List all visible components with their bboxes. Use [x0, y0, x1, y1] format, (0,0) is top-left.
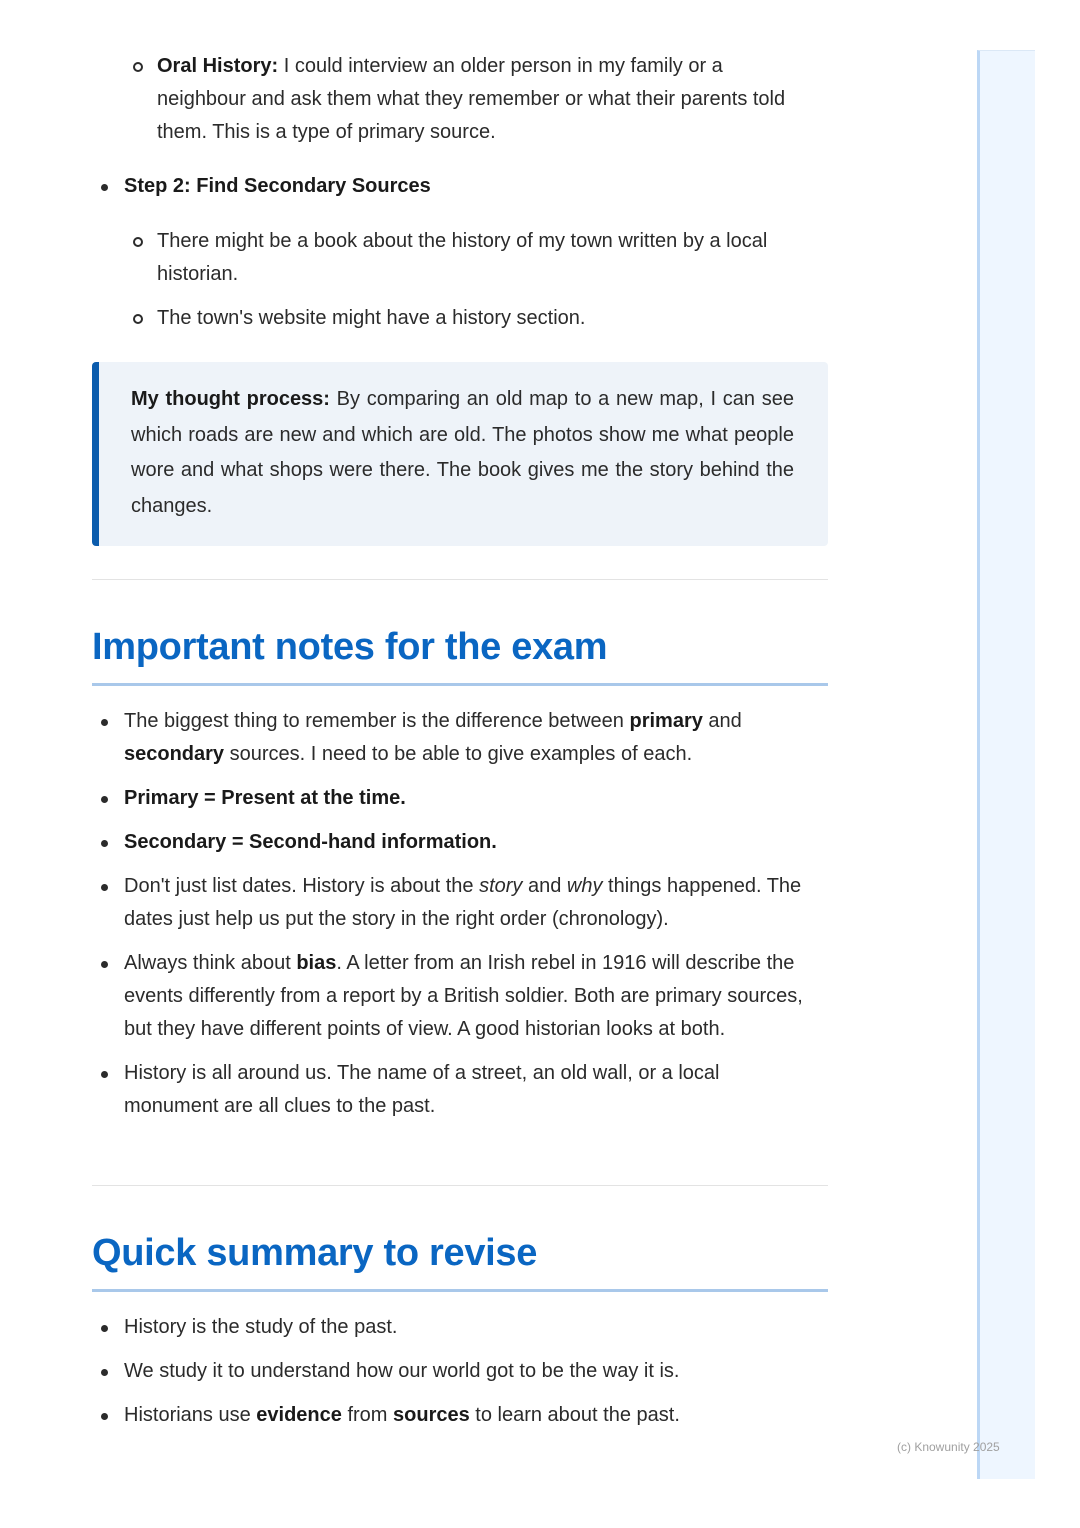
- list-item: We study it to understand how our world got to be the way it is.: [92, 1355, 828, 1388]
- step2-list: [92, 170, 828, 214]
- list-item: Historians use evidence from sources to learn about the past.: [92, 1399, 828, 1432]
- heading-underline: [92, 1289, 828, 1292]
- list-item: Don't just list dates. History is about the story and why things happened. The dates just help us put the story in the right order (chronology).: [92, 870, 828, 936]
- list-item: The biggest thing to remember is the difference between primary and secondary sources. I need to be able to give examples of each.: [92, 705, 828, 771]
- summary-list: [92, 1311, 828, 1443]
- section-heading-summary: Quick summary to revise: [92, 1232, 538, 1274]
- list-item: History is all around us. The name of a street, an old wall, or a local monument are all clues to the past.: [92, 1057, 828, 1123]
- divider: [92, 1185, 828, 1186]
- copyright-text: (c) Knowunity 2025: [897, 1440, 1000, 1454]
- list-item: Primary = Present at the time.: [92, 782, 828, 815]
- list-item-step2: Step 2: Find Secondary Sources: [92, 170, 828, 203]
- list-item: Oral History: I could interview an older person in my family or a neighbour and ask them what they remember or what their parents told them. This is a type of primary source.: [92, 50, 828, 149]
- step1-sublist: [92, 50, 828, 160]
- list-item: History is the study of the past.: [92, 1311, 828, 1344]
- callout-text: By comparing an old map to a new map, I can see which roads are new and which are old. The photos show me what people wore and what shops were there. The book gives me the story behind the changes.: [131, 388, 794, 517]
- page-side-rail: [977, 50, 1035, 1479]
- list-item: The town's website might have a history section.: [92, 302, 828, 335]
- exam-notes-list: [92, 705, 828, 1134]
- section-heading-exam-notes: Important notes for the exam: [92, 626, 608, 668]
- list-item: Secondary = Second-hand information.: [92, 826, 828, 859]
- list-item: There might be a book about the history of my town written by a local historian.: [92, 225, 828, 291]
- step2-sublist: [92, 225, 828, 346]
- list-item: Always think about bias. A letter from an Irish rebel in 1916 will describe the events differently from a report by a British soldier. Both are primary sources, but they have different points of view. A good historian looks at both.: [92, 947, 828, 1046]
- thought-process-callout: [92, 362, 828, 546]
- divider: [92, 579, 828, 580]
- heading-underline: [92, 683, 828, 686]
- callout-label: My thought process:: [131, 388, 330, 410]
